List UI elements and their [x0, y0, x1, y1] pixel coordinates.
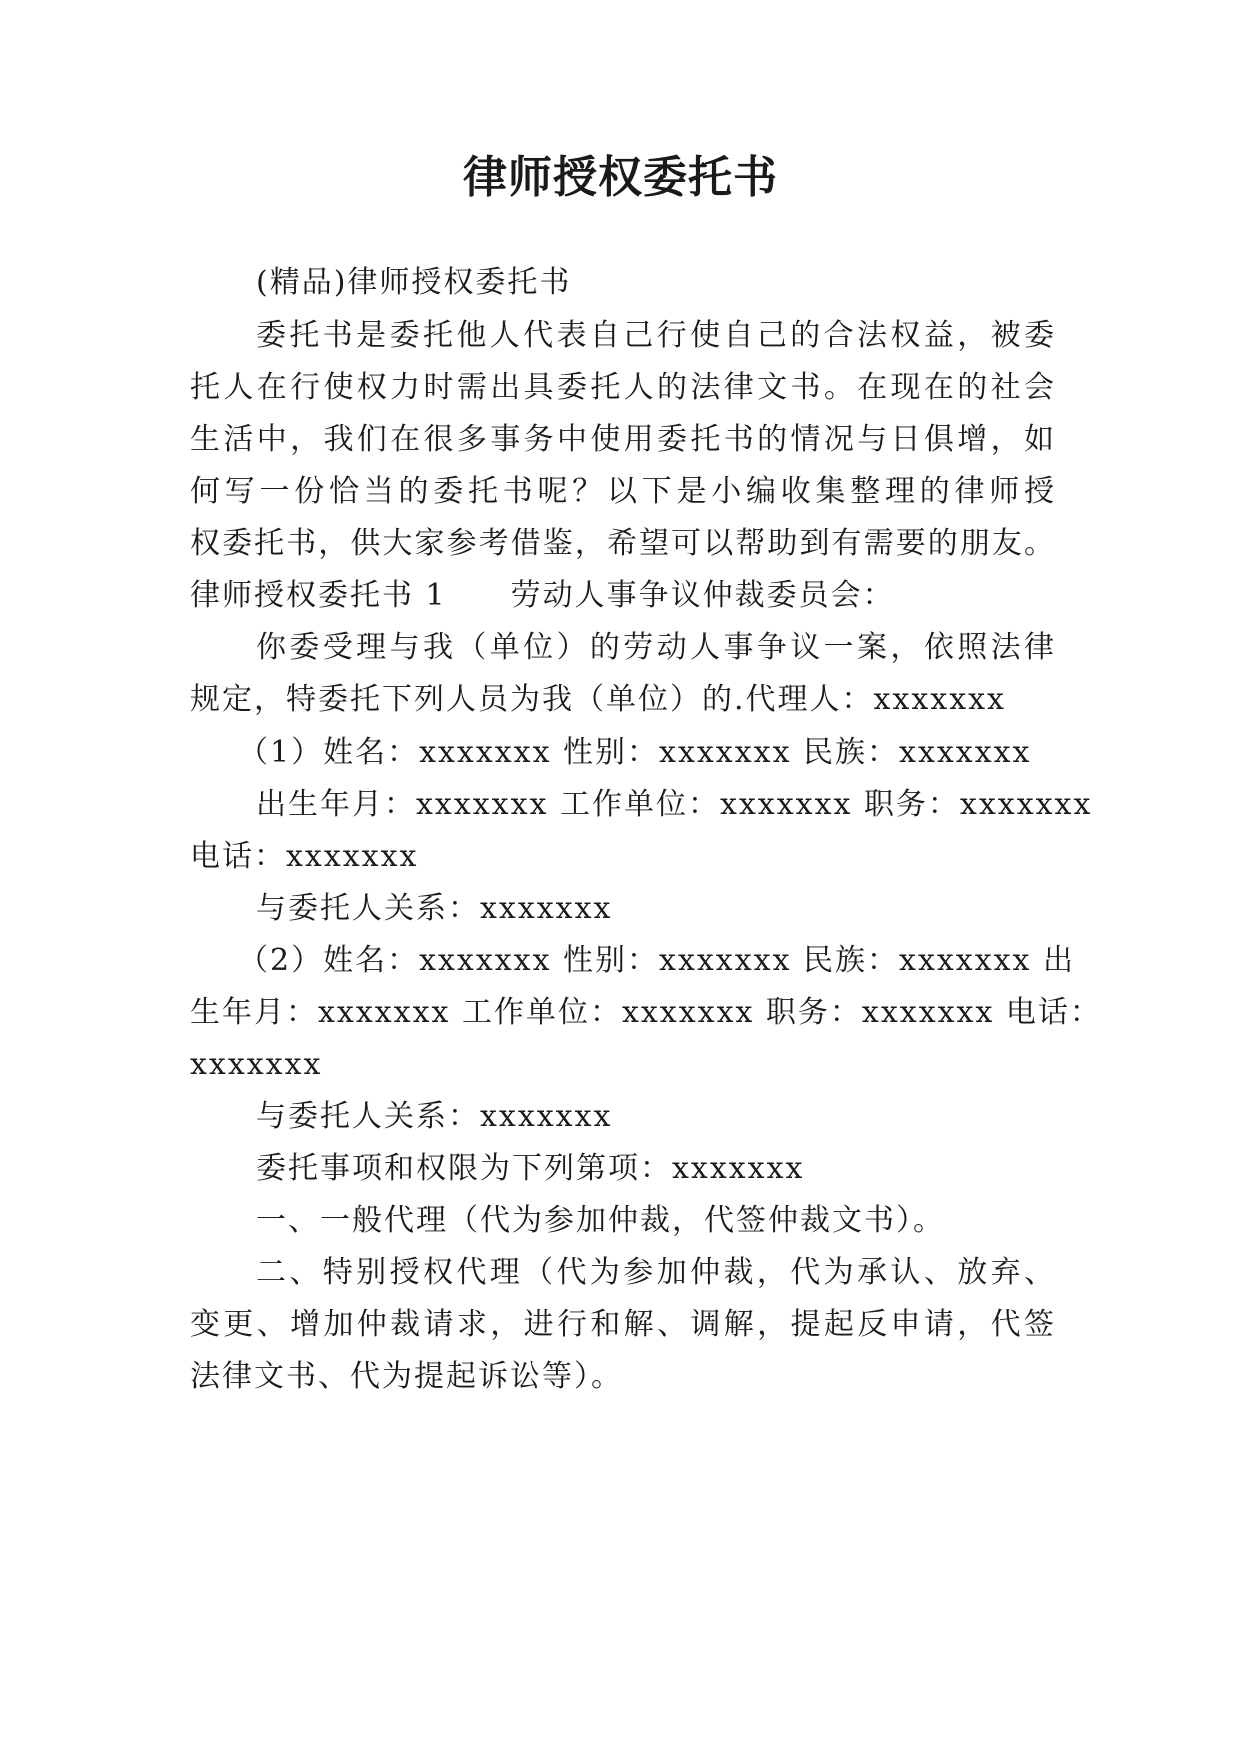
agent-1-line: 出生年月：xxxxxxx 工作单位：xxxxxxx 职务：xxxxxxx — [256, 787, 1093, 822]
agent-1-line: （1）姓名：xxxxxxx 性别：xxxxxxx 民族：xxxxxxx — [238, 735, 1032, 770]
agent-1-relation: 与委托人关系：xxxxxxx — [256, 891, 613, 926]
authority-item-2: 变更、增加仲裁请求，进行和解、调解，提起反申请，代签 — [190, 1307, 1056, 1342]
body-line: 你委受理与我（单位）的劳动人事争议一案，依照法律 — [256, 630, 1056, 665]
agent-2-line: 生年月：xxxxxxx 工作单位：xxxxxxx 职务：xxxxxxx 电话： — [190, 995, 1102, 1030]
authority-line: 委托事项和权限为下列第项：xxxxxxx — [256, 1151, 805, 1186]
authority-item-2: 二、特别授权代理（代为参加仲裁，代为承认、放弃、 — [256, 1255, 1056, 1290]
body-line: 权委托书，供大家参考借鉴，希望可以帮助到有需要的朋友。 — [190, 526, 1056, 561]
authority-item-2: 法律文书、代为提起诉讼等）。 — [190, 1359, 623, 1394]
authority-item-1: 一、一般代理（代为参加仲裁，代签仲裁文书）。 — [256, 1203, 945, 1238]
body-line: 生活中，我们在很多事务中使用委托书的情况与日俱增，如 — [190, 422, 1056, 457]
agent-2-relation: 与委托人关系：xxxxxxx — [256, 1099, 613, 1134]
document-title: 律师授权委托书 — [463, 152, 778, 203]
agent-2-line: xxxxxxx — [190, 1047, 323, 1082]
subtitle-line: (精品)律师授权委托书 — [256, 265, 572, 300]
agent-1-line: 电话：xxxxxxx — [190, 839, 419, 874]
body-line: 委托书是委托他人代表自己行使自己的合法权益，被委 — [256, 318, 1056, 353]
body-line: 托人在行使权力时需出具委托人的法律文书。在现在的社会 — [190, 370, 1056, 405]
agent-2-line: （2）姓名：xxxxxxx 性别：xxxxxxx 民族：xxxxxxx 出 — [238, 943, 1075, 978]
body-line: 规定，特委托下列人员为我（单位）的.代理人：xxxxxxx — [190, 682, 1006, 717]
body-line: 何写一份恰当的委托书呢？以下是小编收集整理的律师授 — [190, 474, 1056, 509]
section-heading-line: 律师授权委托书 1 劳动人事争议仲裁委员会： — [190, 578, 895, 613]
